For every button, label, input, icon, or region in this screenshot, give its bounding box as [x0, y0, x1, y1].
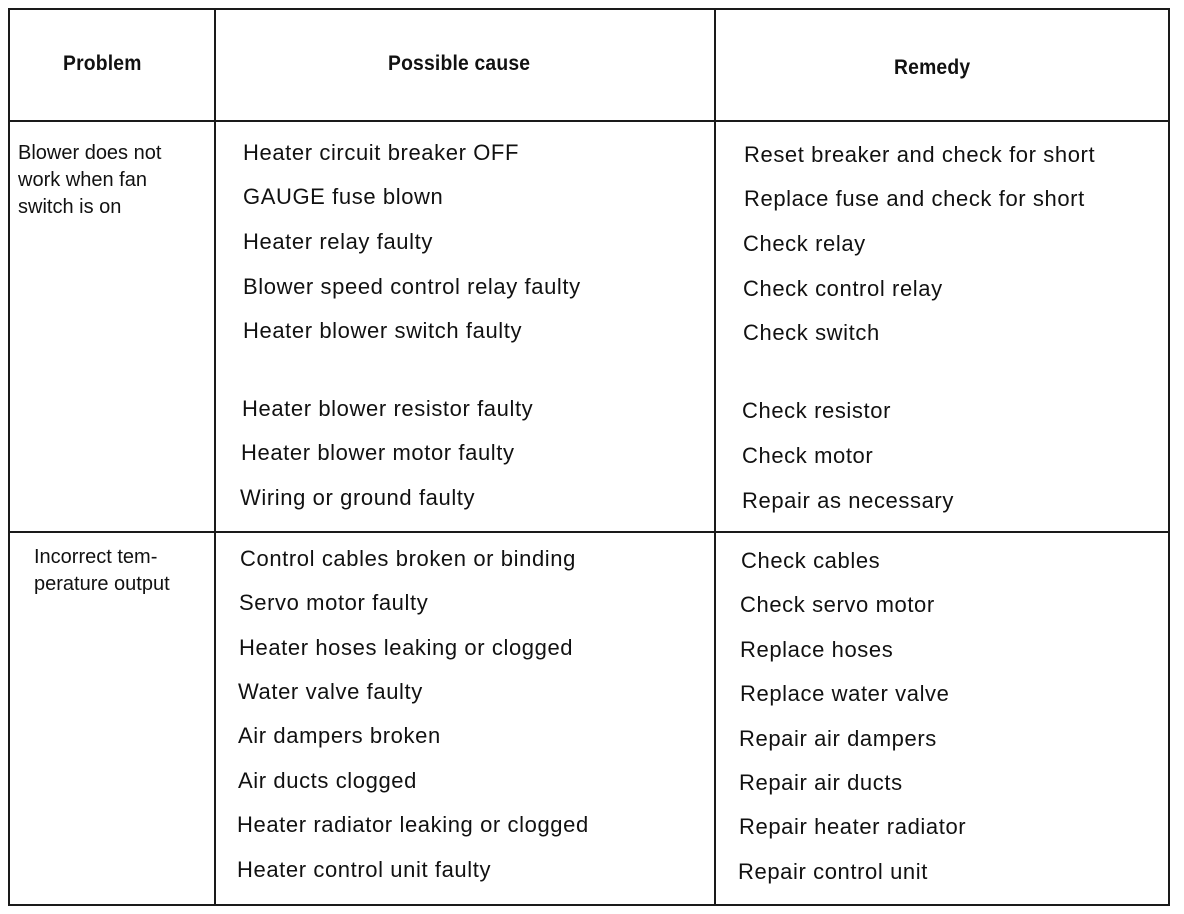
remedy-cell: Check cables	[741, 548, 881, 573]
remedy-cell: Replace hoses	[740, 637, 894, 662]
remedy-cell: Replace fuse and check for short	[744, 186, 1085, 211]
remedy-cell: Repair control unit	[738, 859, 928, 884]
cause-cell: Blower speed control relay faulty	[243, 274, 581, 299]
header-remedy: Remedy	[894, 56, 971, 79]
cause-cell: Servo motor faulty	[239, 590, 429, 615]
remedy-cell: Check control relay	[743, 276, 943, 301]
remedy-cell: Check resistor	[742, 398, 891, 423]
remedy-cell: Repair heater radiator	[739, 814, 967, 839]
header-possible-cause: Possible cause	[388, 52, 531, 75]
cause-cell: Heater hoses leaking or clogged	[239, 635, 574, 660]
cause-cell: Heater radiator leaking or clogged	[237, 812, 589, 837]
column-divider-problem-cause	[214, 8, 216, 906]
problem-cell: Blower does not work when fan switch is on	[18, 142, 162, 218]
column-divider-cause-remedy	[714, 8, 716, 906]
cause-cell: Water valve faulty	[238, 679, 423, 704]
remedy-cell: Repair air ducts	[739, 770, 903, 795]
cause-cell: Heater control unit faulty	[237, 857, 492, 882]
cause-cell: Air ducts clogged	[238, 768, 417, 793]
problem-cell: Incorrect tem- perature output	[34, 546, 170, 595]
cause-cell: Control cables broken or binding	[240, 546, 576, 571]
cause-cell: Heater circuit breaker OFF	[243, 140, 520, 165]
cause-cell: Heater blower switch faulty	[243, 318, 523, 343]
cause-cell: Wiring or ground faulty	[240, 485, 476, 510]
remedy-cell: Replace water valve	[740, 681, 950, 706]
remedy-cell: Check switch	[743, 320, 880, 345]
cause-cell: GAUGE fuse blown	[243, 184, 444, 209]
remedy-cell: Check servo motor	[740, 592, 935, 617]
remedy-cell: Check relay	[743, 231, 866, 256]
header-divider	[8, 120, 1170, 122]
cause-cell: Heater blower motor faulty	[241, 440, 515, 465]
header-problem: Problem	[63, 52, 142, 75]
cause-cell: Heater blower resistor faulty	[242, 396, 534, 421]
remedy-cell: Reset breaker and check for short	[744, 142, 1096, 167]
remedy-cell: Repair air dampers	[739, 726, 937, 751]
cause-cell: Heater relay faulty	[243, 229, 433, 254]
group-divider	[8, 531, 1170, 533]
remedy-cell: Check motor	[742, 443, 874, 468]
remedy-cell: Repair as necessary	[742, 488, 954, 513]
cause-cell: Air dampers broken	[238, 723, 441, 748]
